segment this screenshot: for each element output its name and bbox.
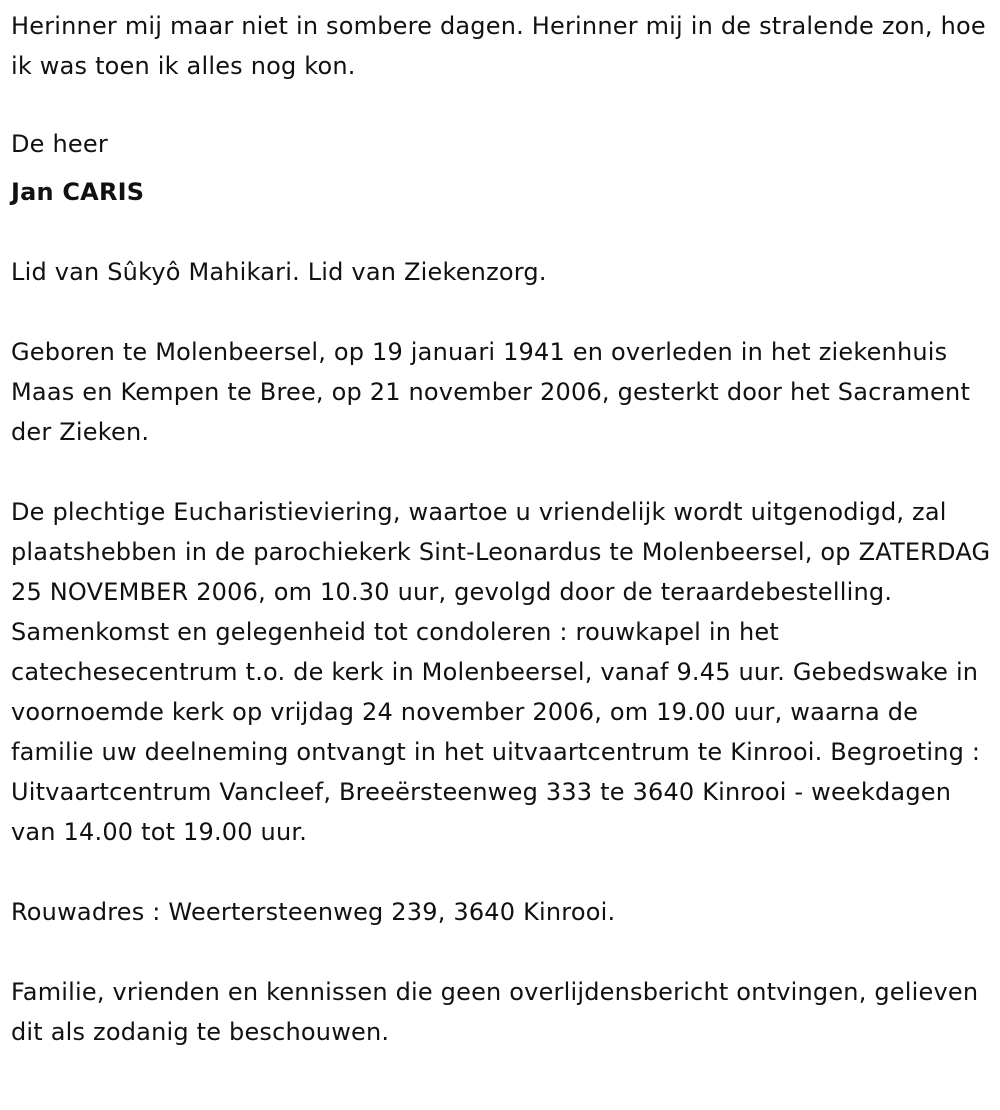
mourning-address: Rouwadres : Weertersteenweg 239, 3640 Kinrooi. [11,898,616,926]
birth-death-paragraph: Geboren te Molenbeersel, op 19 januari 1941 en overleden in het ziekenhuis Maas en Kempen te Bree, op 21 november 2006, gesterkt door het Sacrament der Zieken. [11,338,971,446]
intro-quote: Herinner mij maar niet in sombere dagen. Herinner mij in de stralende zon, hoe ik was toen ik alles nog kon. [11,12,986,80]
obituary-document [11,6,996,1052]
memberships: Lid van Sûkyô Mahikari. Lid van Ziekenzorg. [11,258,547,286]
salutation: De heer [11,130,108,158]
deceased-name: Jan CARIS [11,178,145,206]
closing-note: Familie, vrienden en kennissen die geen overlijdensbericht ontvingen, gelieven dit als zodanig te beschouwen. [11,978,979,1046]
funeral-info-paragraph: De plechtige Eucharistieviering, waartoe u vriendelijk wordt uitgenodigd, zal plaatshebben in de parochiekerk Sint-Leonardus te Molenbeersel, op ZATERDAG 25 NOVEMBER 2006, om 10.30 uur, gevolgd door de teraardebestelling. Samenkomst en gelegenheid tot condoleren : rouwkapel in het catechesecentrum t.o. de kerk in Molenbeersel, vanaf 9.45 uur. Gebedswake in voornoemde kerk op vrijdag 24 november 2006, om 19.00 uur, waarna de familie uw deelneming ontvangt in het uitvaartcentrum te Kinrooi. Begroeting : Uitvaartcentrum Vancleef, Breeërsteenweg 333 te 3640 Kinrooi - weekdagen van 14.00 tot 19.00 uur. [11,498,991,846]
